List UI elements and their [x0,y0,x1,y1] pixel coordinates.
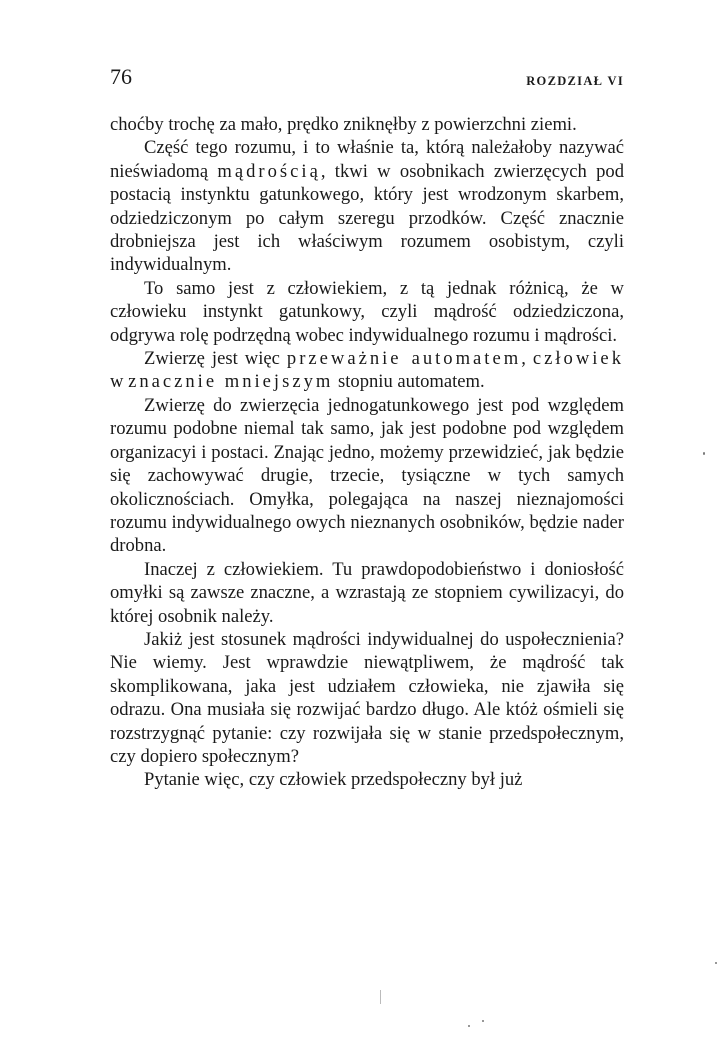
paragraph [110,394,624,558]
text-segment: Inaczej z człowiekiem. Tu prawdopodobieństwo i doniosłość omyłki są zawsze znaczne, a wzrastają ze stopniem cywilizacyi, do której osobnik należy. [110,558,624,627]
body-text [110,113,624,792]
paragraph [110,136,624,276]
text-segment: Jakiż jest stosunek mądrości indywidualnej do uspołecznienia? Nie wiemy. Jest wprawdzie niewątpliwem, że mądrość tak skomplikowana, jaka jest udziałem człowieka, nie zjawiła się odrazu. Ona musiała się rozwijać bardzo długo. Ale któż ośmieli się rozstrzygnąć pytanie: czy rozwijała się w stanie przedspołecznym, czy dopiero społecznym? [110,628,624,767]
text-segment: choćby trochę za mało, prędko zniknęłby z powierzchni ziemi. [110,114,577,135]
spaced-emphasis: człowiek [532,348,624,370]
running-head: ROZDZIAŁ VI [526,74,624,88]
text-segment: , [521,348,533,370]
spaced-emphasis: znacznie mniejszym [128,371,334,393]
text-segment: To samo jest z człowiekiem, z tą jednak różnicą, że w człowieku instynkt gatunkowy, czyli mądrość odziedziczona, odgrywa rolę podrzędną wobec indywidualnego rozumu i mądrości. [110,277,624,346]
text-segment: Część tego rozumu, i to właśnie ta, którą należałoby nazywać nieświadomą [110,137,624,182]
text-segment: Zwierzę jest więc [144,348,287,370]
page-header [110,64,624,96]
text-segment: w [110,371,129,393]
paragraph [110,347,624,394]
paragraph [110,113,624,136]
paragraph [110,628,624,768]
text-segment: , tkwi w osobnikach zwierzęcych pod postacią instynktu gatunkowego, który jest wrodzonym skarbem, odziedziczonym po całym szeregu przodków. Część znacznie drobniejsza jest ich właściwym rozumem osobistym, czyli indywidualnym. [110,160,624,276]
paragraph [110,768,624,791]
paragraph [110,277,624,347]
paper-speck [703,452,705,455]
paper-speck [482,1020,484,1022]
spaced-emphasis: mądrością [217,160,321,182]
text-segment: stopniu automatem. [333,371,485,393]
text-segment: Zwierzę do zwierzęcia jednogatunkowego jest pod względem rozumu podobne niemal tak samo, jak jest podobne pod względem organizacyi i postaci. Znając jedno, możemy przewidzieć, jak będzie się zachowywać drugie, trzecie, tysiączne w tych samych okolicznościach. Omyłka, polegająca na naszej nieznajomości rozumu indywidualnego owych nieznanych osobników, będzie nader drobna. [110,394,624,557]
paper-speck [715,962,717,964]
spaced-emphasis: przeważnie automatem [286,348,522,370]
page-number: 76 [110,64,132,89]
paragraph [110,558,624,628]
paper-speck [468,1025,470,1027]
text-segment: Pytanie więc, czy człowiek przedspołeczny był już [144,769,523,791]
paper-speck [380,990,381,1004]
